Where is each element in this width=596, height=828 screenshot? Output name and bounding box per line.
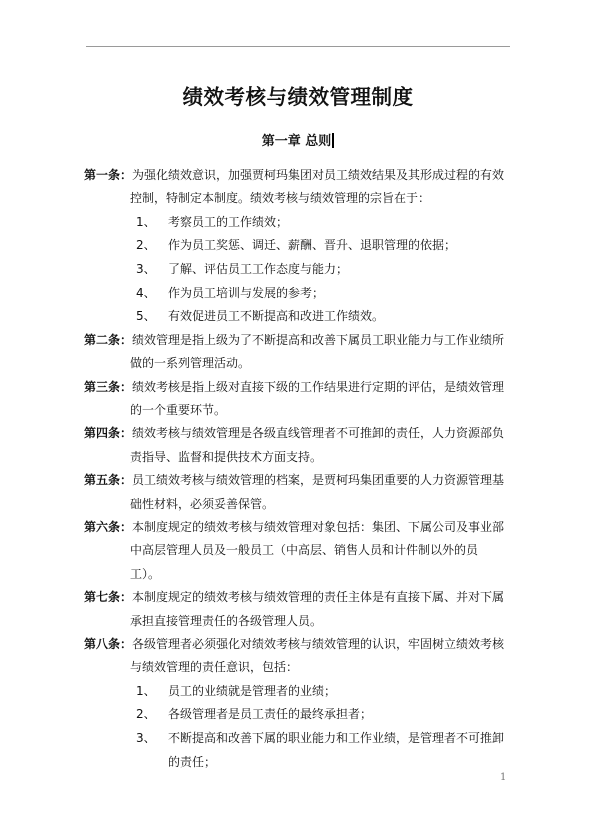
article-4 [84,422,506,445]
list-item [84,680,506,704]
article-1 [84,164,506,187]
article-8 [84,633,506,656]
list-item [84,234,506,258]
list-text: 有效促进员工不断提高和改进工作绩效。 [168,309,385,324]
article-text-continued: 中高层管理人员及一般员工（中高层、销售人员和计件制以外的员工）。 [130,543,479,581]
list-item [84,703,506,727]
article-text: 本制度规定的绩效考核与绩效管理的责任主体是有直接下属、并对下属 [132,590,505,605]
list-text: 不断提高和改善下属的职业能力和工作业绩，是管理者不可推卸 [168,731,505,746]
article-text-continued: 础性材料，必须妥善保管。 [130,496,275,511]
article-text: 员工绩效考核与绩效管理的档案，是贾柯玛集团重要的人力资源管理基 [132,473,505,488]
list-number: 1、 [136,214,156,229]
list-number: 5、 [136,309,156,324]
article-label: 第一条： [84,168,133,182]
article-text: 各级管理者必须强化对绩效考核与绩效管理的认识，牢固树立绩效考核 [132,637,505,652]
article-text: 为强化绩效意识，加强贾柯玛集团对员工绩效结果及其形成过程的有效 [132,168,505,182]
list-number: 1、 [136,683,156,698]
list-text: 各级管理者是员工责任的最终承担者； [168,707,373,722]
article-7 [84,586,506,609]
article-5 [84,469,506,492]
list-number: 4、 [136,285,156,300]
list-text: 考察员工的工作绩效； [168,214,289,229]
article-label: 第三条： [84,379,133,394]
article-label: 第五条： [84,473,133,488]
article-text-continued: 控制，特制定本制度。绩效考核与绩效管理的宗旨在于： [130,191,431,206]
list-number: 3、 [136,731,156,746]
article-label: 第六条： [84,520,133,535]
article-text-continued: 承担直接管理责任的各级管理人员。 [130,613,323,628]
list-item [84,282,506,306]
article-text: 绩效考核与绩效管理是各级直线管理者不可推卸的责任，人力资源部负 [132,426,505,441]
article-label: 第二条： [84,332,133,347]
article-text-continued: 做的一系列管理活动。 [130,356,251,371]
page-number: 1 [500,772,507,783]
header-rule [86,46,510,47]
list-text: 了解、评估员工工作态度与能力； [168,262,349,276]
article-text-continued: 责指导、监督和提供技术方面支持。 [130,449,323,464]
list-item [84,727,506,751]
article-2 [84,329,506,352]
chapter-heading-text: 第一章 总则 [261,134,332,149]
list-number: 3、 [136,262,156,276]
list-text: 的责任； [168,754,217,769]
list-item [84,211,506,235]
article-label: 第四条： [84,426,133,441]
document-title: 绩效考核与绩效管理制度 [182,85,414,109]
list-text: 员工的业绩就是管理者的业绩； [168,683,337,698]
list-number-spacer [136,751,168,775]
article-label: 第八条： [84,637,133,652]
list-item-continued [84,751,506,775]
chapter-heading [0,130,596,149]
text-cursor [332,133,334,148]
article-3 [84,376,506,399]
list-number: 2、 [136,707,156,722]
article-label: 第七条： [84,590,133,605]
article-text-continued: 的一个重要环节。 [130,403,227,417]
list-number: 2、 [136,238,156,253]
article-text: 绩效管理是指上级为了不断提高和改善下属员工职业能力与工作业绩所 [132,332,505,347]
list-item [84,258,506,282]
article-text: 本制度规定的绩效考核与绩效管理对象包括：集团、下属公司及事业部 [132,520,505,535]
article-text: 绩效考核是指上级对直接下级的工作结果进行定期的评估，是绩效管理 [132,379,505,394]
list-text: 作为员工培训与发展的参考； [168,285,325,300]
article-6 [84,516,506,539]
document-body [84,164,506,774]
list-item [84,305,506,329]
article-text-continued: 与绩效管理的责任意识，包括： [130,660,299,675]
list-text: 作为员工奖惩、调迁、薪酬、晋升、退职管理的依据； [168,238,457,253]
